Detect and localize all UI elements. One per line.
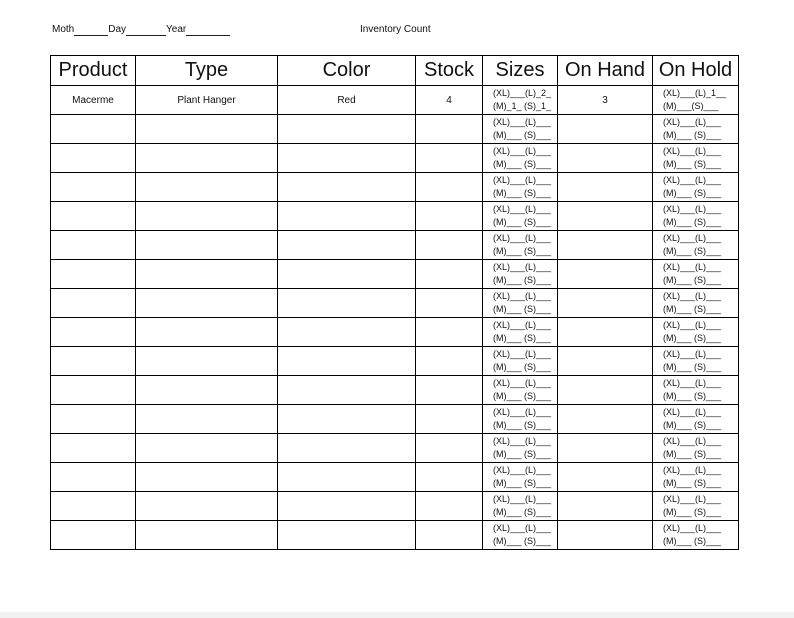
stock-cell[interactable] [416, 289, 483, 318]
on-hold-cell[interactable] [653, 289, 739, 318]
color-cell[interactable] [278, 376, 416, 405]
product-cell[interactable] [51, 231, 136, 260]
product-cell[interactable] [51, 521, 136, 550]
on-hold-cell[interactable] [653, 144, 739, 173]
on-hold-line-m-s: (M)___ (S)___ [663, 159, 722, 169]
table-row [51, 463, 739, 492]
stock-cell[interactable] [416, 144, 483, 173]
column-header-product: Product [51, 56, 136, 86]
stock-cell[interactable] [416, 434, 483, 463]
stock-cell[interactable] [416, 463, 483, 492]
color-cell[interactable] [278, 173, 416, 202]
column-header-on-hand: On Hand [558, 56, 653, 86]
sizes-line-xl-l: (XL)___(L)___ [493, 146, 552, 156]
on-hold-line-xl-l: (XL)___(L)___ [663, 378, 722, 388]
stock-cell[interactable] [416, 231, 483, 260]
table-row [51, 144, 739, 173]
on-hold-cell[interactable] [653, 492, 739, 521]
color-cell[interactable] [278, 347, 416, 376]
sizes-cell[interactable] [483, 492, 558, 521]
date-fields [52, 24, 230, 36]
sizes-line-xl-l: (XL)___(L)___ [493, 233, 552, 243]
table-row [51, 376, 739, 405]
table-row [51, 231, 739, 260]
sizes-line-xl-l: (XL)___(L)_2_ [493, 88, 552, 98]
product-cell[interactable] [51, 376, 136, 405]
sizes-line-xl-l: (XL)___(L)___ [493, 407, 552, 417]
sizes-line-xl-l: (XL)___(L)___ [493, 291, 552, 301]
year-field[interactable] [186, 24, 230, 36]
product-cell[interactable] [51, 202, 136, 231]
on-hold-cell[interactable] [653, 347, 739, 376]
product-cell[interactable] [51, 144, 136, 173]
type-cell[interactable] [136, 376, 278, 405]
sizes-line-m-s: (M)___ (S)___ [493, 391, 552, 401]
product-cell[interactable] [51, 318, 136, 347]
on-hand-cell[interactable] [558, 202, 653, 231]
sizes-line-xl-l: (XL)___(L)___ [493, 320, 552, 330]
table-row [51, 173, 739, 202]
on-hold-cell[interactable] [653, 376, 739, 405]
table-row [51, 521, 739, 550]
on-hold-line-m-s: (M)___ (S)___ [663, 507, 722, 517]
sizes-line-m-s: (M)___ (S)___ [493, 333, 552, 343]
column-header-color: Color [278, 56, 416, 86]
on-hold-line-m-s: (M)___ (S)___ [663, 304, 722, 314]
sizes-line-m-s: (M)___ (S)___ [493, 507, 552, 517]
on-hold-line-m-s: (M)___ (S)___ [663, 246, 722, 256]
stock-cell[interactable] [416, 115, 483, 144]
on-hand-cell[interactable] [558, 231, 653, 260]
product-cell[interactable] [51, 289, 136, 318]
on-hold-line-xl-l: (XL)___(L)___ [663, 117, 722, 127]
type-cell[interactable] [136, 434, 278, 463]
type-cell[interactable] [136, 231, 278, 260]
day-field[interactable] [126, 24, 166, 36]
color-cell[interactable]: Red [278, 86, 416, 115]
type-cell[interactable] [136, 405, 278, 434]
sizes-line-m-s: (M)___ (S)___ [493, 246, 552, 256]
on-hold-cell[interactable] [653, 521, 739, 550]
on-hold-line-m-s: (M)___(S)___ [663, 101, 719, 111]
table-row [51, 115, 739, 144]
product-cell[interactable] [51, 347, 136, 376]
column-header-type: Type [136, 56, 278, 86]
color-cell[interactable] [278, 115, 416, 144]
sizes-line-xl-l: (XL)___(L)___ [493, 349, 552, 359]
table-row [51, 492, 739, 521]
month-field[interactable] [74, 24, 108, 36]
on-hold-cell[interactable] [653, 318, 739, 347]
sizes-cell[interactable] [483, 115, 558, 144]
stock-cell[interactable] [416, 492, 483, 521]
product-cell[interactable] [51, 492, 136, 521]
sizes-line-m-s: (M)___ (S)___ [493, 130, 552, 140]
on-hold-cell[interactable] [653, 173, 739, 202]
on-hand-cell[interactable] [558, 376, 653, 405]
type-cell[interactable] [136, 289, 278, 318]
on-hold-line-xl-l: (XL)___(L)___ [663, 494, 722, 504]
table-row [51, 202, 739, 231]
color-cell[interactable] [278, 521, 416, 550]
on-hand-cell[interactable] [558, 405, 653, 434]
column-header-stock: Stock [416, 56, 483, 86]
sizes-line-m-s: (M)___ (S)___ [493, 420, 552, 430]
on-hold-line-m-s: (M)___ (S)___ [663, 420, 722, 430]
table-row [51, 405, 739, 434]
column-header-on-hold: On Hold [653, 56, 739, 86]
type-cell[interactable] [136, 463, 278, 492]
product-cell[interactable]: Macerme [51, 86, 136, 115]
sizes-cell[interactable] [483, 231, 558, 260]
on-hold-line-m-s: (M)___ (S)___ [663, 478, 722, 488]
stock-cell[interactable] [416, 376, 483, 405]
stock-cell[interactable] [416, 347, 483, 376]
type-cell[interactable] [136, 144, 278, 173]
on-hold-line-m-s: (M)___ (S)___ [663, 362, 722, 372]
on-hold-line-xl-l: (XL)___(L)___ [663, 407, 722, 417]
on-hold-line-xl-l: (XL)___(L)___ [663, 262, 722, 272]
sizes-line-m-s: (M)___ (S)___ [493, 449, 552, 459]
on-hold-line-xl-l: (XL)___(L)___ [663, 291, 722, 301]
color-cell[interactable] [278, 463, 416, 492]
sizes-cell[interactable] [483, 260, 558, 289]
sizes-line-xl-l: (XL)___(L)___ [493, 494, 552, 504]
on-hand-cell[interactable] [558, 492, 653, 521]
on-hold-cell[interactable] [653, 115, 739, 144]
type-cell[interactable] [136, 492, 278, 521]
stock-cell[interactable] [416, 521, 483, 550]
on-hand-cell[interactable] [558, 347, 653, 376]
table-row [51, 347, 739, 376]
on-hold-line-xl-l: (XL)___(L)___ [663, 349, 722, 359]
sizes-line-xl-l: (XL)___(L)___ [493, 436, 552, 446]
on-hold-line-xl-l: (XL)___(L)___ [663, 175, 722, 185]
on-hold-cell[interactable] [653, 434, 739, 463]
type-cell[interactable] [136, 318, 278, 347]
on-hold-line-m-s: (M)___ (S)___ [663, 391, 722, 401]
sizes-cell[interactable] [483, 318, 558, 347]
color-cell[interactable] [278, 434, 416, 463]
table-header-row [51, 56, 739, 86]
sizes-line-xl-l: (XL)___(L)___ [493, 465, 552, 475]
color-cell[interactable] [278, 405, 416, 434]
table-row [51, 434, 739, 463]
sizes-cell[interactable] [483, 86, 558, 115]
product-cell[interactable] [51, 115, 136, 144]
sizes-cell[interactable] [483, 289, 558, 318]
on-hold-line-xl-l: (XL)___(L)___ [663, 233, 722, 243]
color-cell[interactable] [278, 318, 416, 347]
sizes-cell[interactable] [483, 376, 558, 405]
on-hand-cell[interactable] [558, 434, 653, 463]
on-hold-line-m-s: (M)___ (S)___ [663, 536, 722, 546]
stock-cell[interactable]: 4 [416, 86, 483, 115]
on-hold-line-xl-l: (XL)___(L)___ [663, 146, 722, 156]
product-cell[interactable] [51, 260, 136, 289]
sizes-line-m-s: (M)___ (S)___ [493, 159, 552, 169]
month-label: Moth [52, 24, 75, 35]
on-hold-line-m-s: (M)___ (S)___ [663, 217, 722, 227]
on-hold-line-xl-l: (XL)___(L)_1__ [663, 88, 727, 98]
on-hold-cell[interactable] [653, 202, 739, 231]
sizes-line-xl-l: (XL)___(L)___ [493, 117, 552, 127]
product-cell[interactable] [51, 405, 136, 434]
on-hold-line-xl-l: (XL)___(L)___ [663, 436, 722, 446]
column-header-sizes: Sizes [483, 56, 558, 86]
year-label: Year [166, 24, 187, 35]
sizes-line-xl-l: (XL)___(L)___ [493, 378, 552, 388]
on-hold-line-xl-l: (XL)___(L)___ [663, 465, 722, 475]
type-cell[interactable] [136, 260, 278, 289]
on-hold-line-xl-l: (XL)___(L)___ [663, 523, 722, 533]
on-hold-cell[interactable] [653, 86, 739, 115]
table-row [51, 318, 739, 347]
on-hold-line-m-s: (M)___ (S)___ [663, 333, 722, 343]
type-cell[interactable] [136, 173, 278, 202]
type-cell[interactable] [136, 521, 278, 550]
type-cell[interactable] [136, 202, 278, 231]
type-cell[interactable] [136, 115, 278, 144]
sizes-line-xl-l: (XL)___(L)___ [493, 262, 552, 272]
on-hold-line-xl-l: (XL)___(L)___ [663, 320, 722, 330]
on-hold-cell[interactable] [653, 260, 739, 289]
color-cell[interactable] [278, 289, 416, 318]
on-hand-cell[interactable] [558, 463, 653, 492]
on-hold-line-m-s: (M)___ (S)___ [663, 130, 722, 140]
sizes-line-m-s: (M)___ (S)___ [493, 304, 552, 314]
sizes-cell[interactable] [483, 347, 558, 376]
sizes-line-m-s: (M)___ (S)___ [493, 478, 552, 488]
on-hand-cell[interactable]: 3 [558, 86, 653, 115]
color-cell[interactable] [278, 492, 416, 521]
on-hold-line-m-s: (M)___ (S)___ [663, 275, 722, 285]
table-row [51, 86, 739, 115]
sizes-line-xl-l: (XL)___(L)___ [493, 175, 552, 185]
on-hand-cell[interactable] [558, 115, 653, 144]
on-hold-line-m-s: (M)___ (S)___ [663, 449, 722, 459]
on-hold-cell[interactable] [653, 405, 739, 434]
stock-cell[interactable] [416, 202, 483, 231]
sizes-cell[interactable] [483, 463, 558, 492]
footer-strip [0, 612, 794, 618]
sizes-cell[interactable] [483, 144, 558, 173]
sizes-cell[interactable] [483, 434, 558, 463]
type-cell[interactable]: Plant Hanger [136, 86, 278, 115]
stock-cell[interactable] [416, 260, 483, 289]
on-hold-line-m-s: (M)___ (S)___ [663, 188, 722, 198]
on-hand-cell[interactable] [558, 173, 653, 202]
on-hold-line-xl-l: (XL)___(L)___ [663, 204, 722, 214]
sizes-cell[interactable] [483, 405, 558, 434]
sizes-line-m-s: (M)_1_ (S)_1_ [493, 101, 552, 111]
sizes-line-m-s: (M)___ (S)___ [493, 536, 552, 546]
stock-cell[interactable] [416, 173, 483, 202]
stock-cell[interactable] [416, 318, 483, 347]
on-hand-cell[interactable] [558, 289, 653, 318]
page-title: Inventory Count [360, 24, 431, 35]
on-hold-cell[interactable] [653, 463, 739, 492]
on-hand-cell[interactable] [558, 144, 653, 173]
sizes-line-m-s: (M)___ (S)___ [493, 217, 552, 227]
table-row [51, 260, 739, 289]
sizes-line-m-s: (M)___ (S)___ [493, 188, 552, 198]
color-cell[interactable] [278, 260, 416, 289]
on-hand-cell[interactable] [558, 521, 653, 550]
stock-cell[interactable] [416, 405, 483, 434]
product-cell[interactable] [51, 463, 136, 492]
color-cell[interactable] [278, 231, 416, 260]
color-cell[interactable] [278, 144, 416, 173]
sizes-line-xl-l: (XL)___(L)___ [493, 523, 552, 533]
sizes-line-m-s: (M)___ (S)___ [493, 275, 552, 285]
product-cell[interactable] [51, 173, 136, 202]
type-cell[interactable] [136, 347, 278, 376]
day-label: Day [108, 24, 127, 35]
inventory-table [50, 55, 739, 550]
table-row [51, 289, 739, 318]
sizes-cell[interactable] [483, 173, 558, 202]
on-hold-cell[interactable] [653, 231, 739, 260]
on-hand-cell[interactable] [558, 260, 653, 289]
product-cell[interactable] [51, 434, 136, 463]
sizes-line-xl-l: (XL)___(L)___ [493, 204, 552, 214]
on-hand-cell[interactable] [558, 318, 653, 347]
sizes-line-m-s: (M)___ (S)___ [493, 362, 552, 372]
sizes-cell[interactable] [483, 202, 558, 231]
color-cell[interactable] [278, 202, 416, 231]
sizes-cell[interactable] [483, 521, 558, 550]
